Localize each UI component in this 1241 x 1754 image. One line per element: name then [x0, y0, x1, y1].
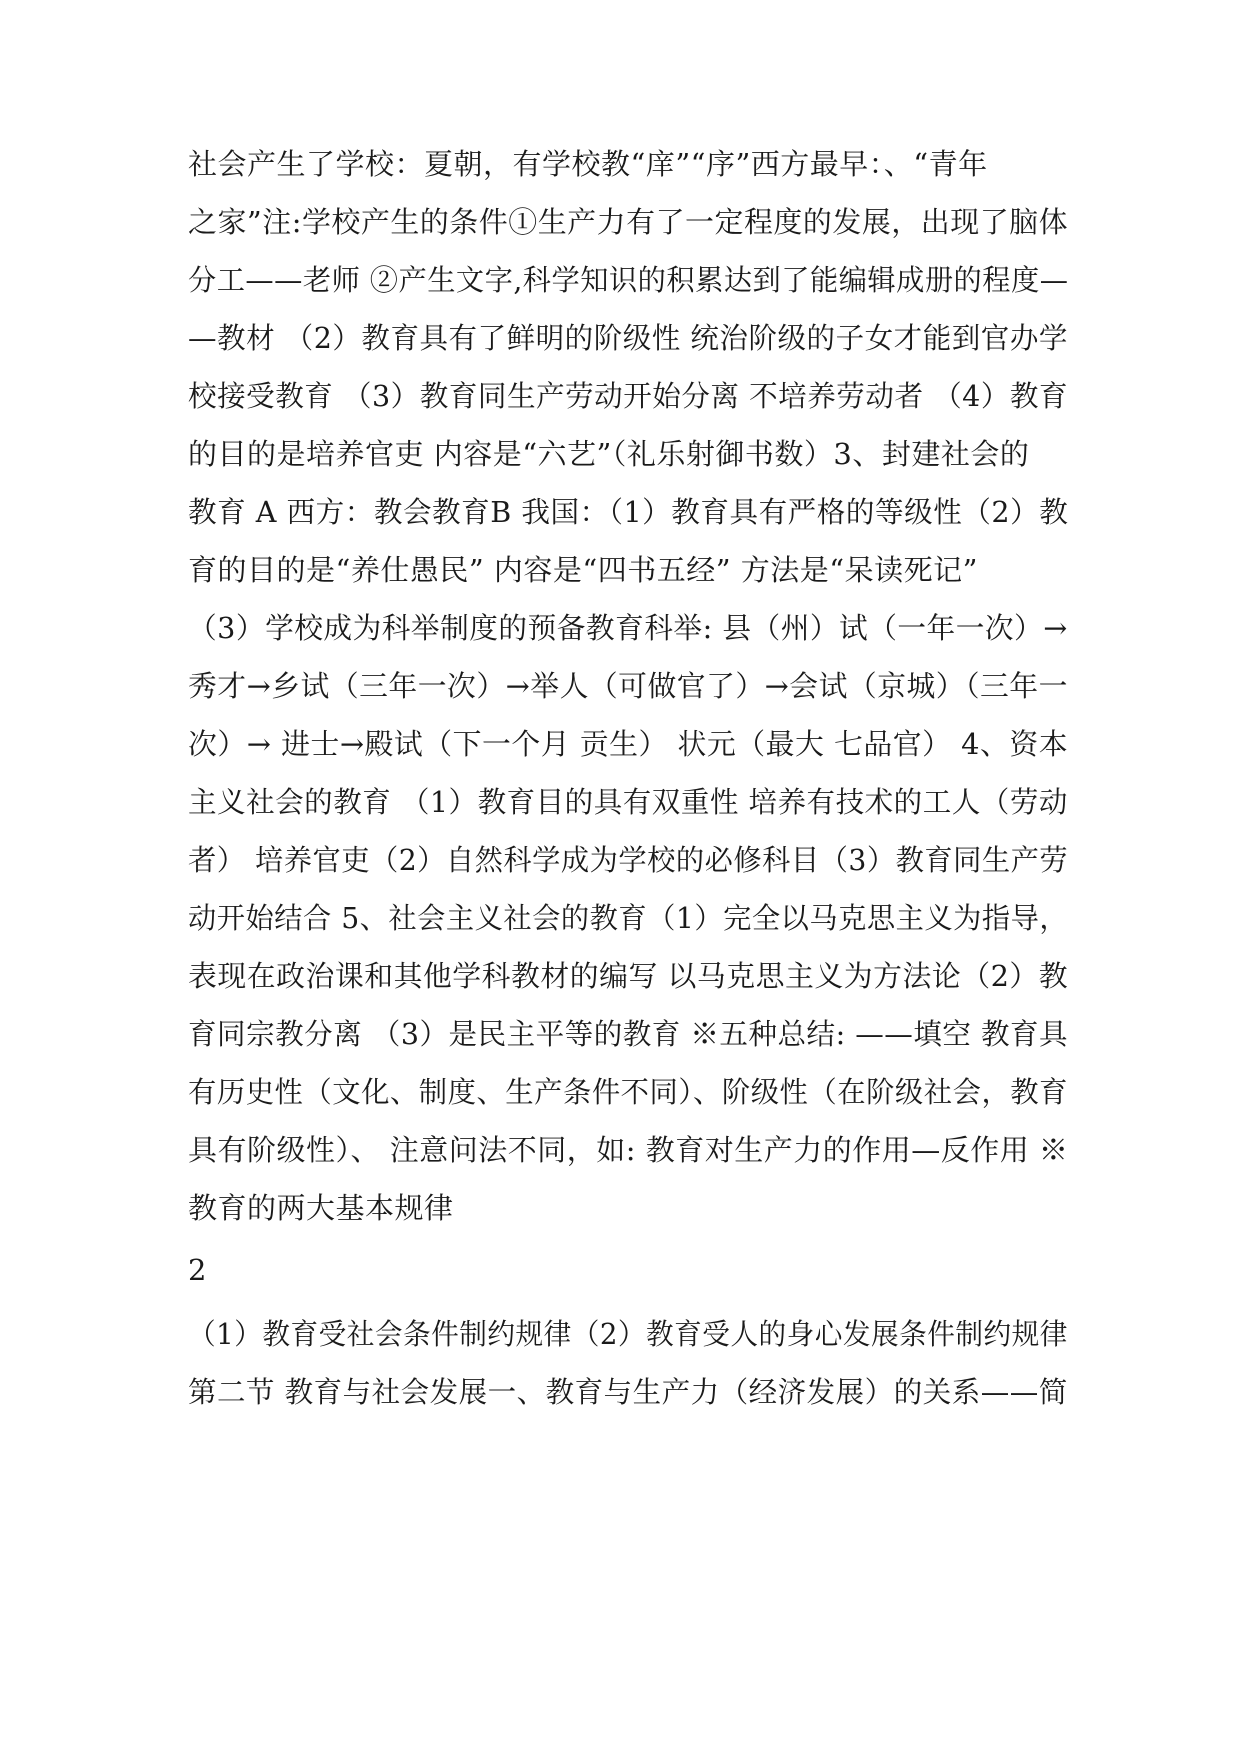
text-line: 的目的是培养官吏 内容是“六艺”（礼乐射御书数）3、封建社会的	[188, 437, 1030, 471]
text-line: 育同宗教分离 （3）是民主平等的教育 ※五种总结: ——填空 教育具	[188, 1017, 1069, 1051]
text-line: 主义社会的教育 （1）教育目的具有双重性 培养有技术的工人（劳动	[188, 785, 1068, 819]
text-line: 之家”注:学校产生的条件①生产力有了一定程度的发展，出现了脑体	[188, 205, 1069, 239]
text-line: 有历史性（文化、制度、生产条件不同）、阶级性（在阶级社会，教育	[188, 1075, 1069, 1109]
text-line: 第二节 教育与社会发展一、教育与生产力（经济发展）的关系——简	[188, 1375, 1068, 1409]
text-line: 教育 A 西方：教会教育B 我国：（1）教育具有严格的等级性（2）教	[188, 495, 1069, 529]
page-number: 2	[188, 1253, 207, 1287]
text-line: （1）教育受社会条件制约规律（2）教育受人的身心发展条件制约规律	[188, 1317, 1068, 1351]
text-line: 动开始结合 5、社会主义社会的教育（1）完全以马克思主义为指导，	[188, 901, 1069, 935]
text-line: 秀才→乡试（三年一次）→举人（可做官了）→会试（京城）（三年一	[188, 669, 1068, 703]
text-line: 表现在政治课和其他学科教材的编写 以马克思主义为方法论（2）教	[188, 959, 1069, 993]
text-line: （3）学校成为科举制度的预备教育科举: 县（州）试（一年一次）→	[188, 611, 1068, 645]
text-line: 教育的两大基本规律	[188, 1191, 454, 1225]
text-line: 分工——老师 ②产生文字,科学知识的积累达到了能编辑成册的程度—	[188, 263, 1069, 297]
text-line: 者） 培养官吏（2）自然科学成为学校的必修科目（3）教育同生产劳	[188, 843, 1069, 877]
text-line: 育的目的是“养仕愚民” 内容是“四书五经” 方法是“呆读死记”	[188, 553, 978, 587]
text-line: 次）→ 进士→殿试（下一个月 贡生） 状元（最大 七品官） 4、资本	[188, 727, 1069, 761]
text-line: —教材 （2）教育具有了鲜明的阶级性 统治阶级的子女才能到官办学	[188, 321, 1068, 355]
text-line: 校接受教育 （3）教育同生产劳动开始分离 不培养劳动者 （4）教育	[188, 379, 1069, 413]
text-line: 社会产生了学校：夏朝，有学校教“庠”“序”西方最早：、“青年	[188, 147, 988, 181]
text-line: 具有阶级性）、 注意问法不同，如: 教育对生产力的作用—反作用 ※	[188, 1133, 1069, 1167]
